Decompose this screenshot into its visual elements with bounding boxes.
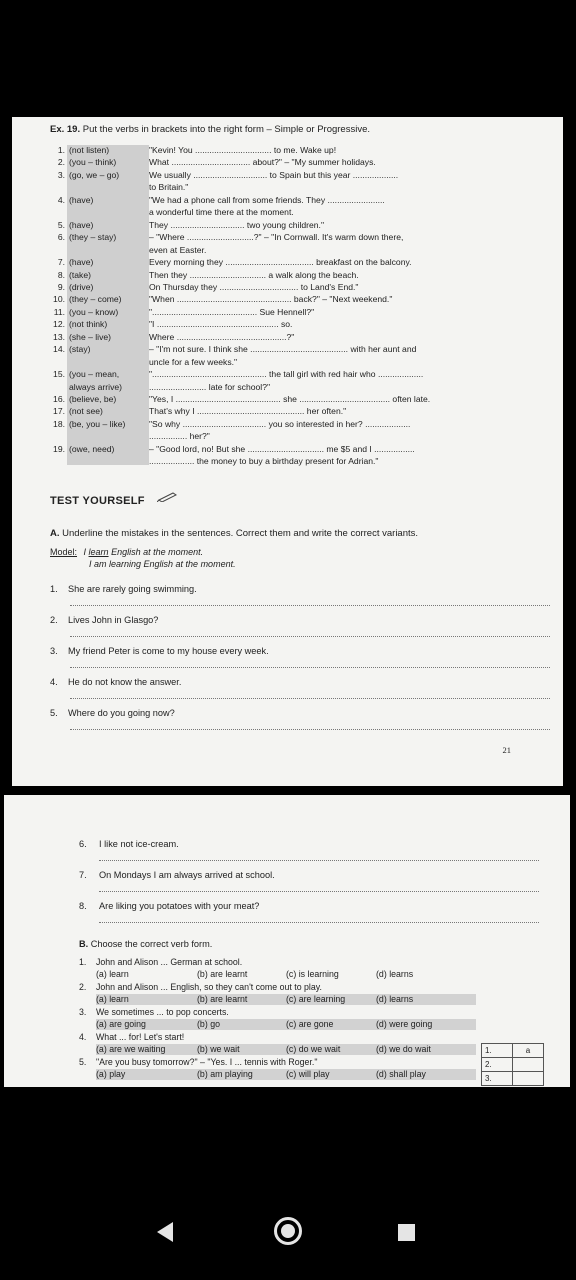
textbook-page-22: [4, 795, 570, 1087]
item-sentence: – "I'm not sure. I think she ......................................... with her aunt and: [149, 344, 417, 355]
exercise-header: [50, 124, 370, 135]
item-verb: (you – mean,: [69, 369, 120, 380]
task-a-question: [50, 646, 269, 656]
item-verb: (she – live): [69, 331, 112, 342]
question-text: Lives John in Glasgo?: [68, 615, 159, 625]
answer-value[interactable]: a: [513, 1044, 544, 1058]
model-line1-pre: I: [83, 547, 89, 557]
exercise-item: [50, 318, 292, 330]
item-number: 18.: [53, 418, 65, 429]
answer-number: 3.: [482, 1072, 513, 1086]
task-b-instruction: [79, 939, 212, 949]
exercise-item: [50, 331, 294, 343]
mc-question: [79, 1057, 317, 1069]
recent-apps-icon[interactable]: [398, 1224, 415, 1241]
item-verb: (drive): [69, 281, 94, 292]
mc-option[interactable]: (c) is learning: [286, 969, 339, 979]
item-verb: (take): [69, 269, 91, 280]
mc-number: 4.: [79, 1032, 87, 1042]
answer-value[interactable]: [513, 1072, 544, 1086]
question-text: She are rarely going swimming.: [68, 584, 197, 594]
item-number: 17.: [53, 406, 65, 417]
exercise-item: [50, 381, 270, 393]
answer-table: [481, 1043, 544, 1086]
question-text: Where do you going now?: [68, 708, 175, 718]
exercise-item: [50, 156, 376, 168]
item-number: 1.: [57, 145, 65, 155]
item-verb: (stay): [69, 344, 91, 355]
item-sentence: Then they ................................ a walk along the beach.: [149, 269, 359, 280]
mc-option[interactable]: (d) learns: [376, 969, 414, 979]
item-number: 14.: [53, 344, 65, 355]
item-sentence: "Kevin! You ................................ to me. Wake up!: [149, 145, 337, 155]
item-verb: (you – think): [69, 157, 117, 168]
mc-stem: John and Alison ... English, so they can't come out to play.: [96, 982, 322, 992]
item-sentence: Every morning they ..................................... breakfast on the balcony.: [149, 257, 412, 268]
answer-number: 1.: [482, 1044, 513, 1058]
mc-number: 2.: [79, 982, 87, 992]
answer-value[interactable]: [513, 1058, 544, 1072]
textbook-page-21: [12, 117, 563, 786]
question-number: 8.: [79, 901, 87, 911]
model-line2: I am learning English at the moment.: [89, 559, 236, 569]
mc-number: 5.: [79, 1057, 87, 1067]
item-sentence: Where ..............................................?": [149, 331, 295, 342]
task-a-question: [50, 615, 158, 625]
item-number: 3.: [57, 169, 65, 180]
answer-line[interactable]: [70, 636, 550, 637]
item-verb: (have): [69, 194, 94, 205]
exercise-item: [50, 306, 314, 318]
exercise-item: [50, 430, 210, 442]
item-sentence: ................ her?": [149, 431, 210, 442]
item-sentence: "Yes, I ............................................ she ...................................... often late.: [149, 394, 431, 404]
item-verb: (owe, need): [69, 443, 115, 454]
item-sentence: They ............................... two young children.": [149, 219, 324, 230]
answer-table-row: [482, 1072, 544, 1086]
exercise-item: [50, 256, 412, 268]
exercise-item: [50, 293, 392, 305]
mc-question: [79, 1032, 184, 1044]
question-number: 4.: [50, 677, 58, 687]
item-number: 11.: [53, 306, 65, 317]
answer-line[interactable]: [99, 891, 539, 892]
exercise-item: [50, 269, 359, 281]
home-icon[interactable]: [274, 1217, 302, 1245]
item-sentence: ........................ late for school?": [149, 381, 271, 392]
mc-option[interactable]: (b) am playing: [197, 1069, 253, 1079]
item-sentence: ................... the money to buy a birthday present for Adrian.": [149, 456, 379, 467]
model-mistake: learn: [88, 547, 109, 557]
item-verb: (you – know): [69, 306, 119, 317]
mc-number: 3.: [79, 1007, 87, 1017]
item-sentence: On Thursday they ................................. to Land's End.": [149, 281, 359, 292]
answer-number: 2.: [482, 1058, 513, 1072]
item-number: 13.: [53, 331, 65, 342]
mc-option[interactable]: (d) were going: [376, 1019, 433, 1029]
task-a-instruction: [50, 528, 418, 539]
item-verb: (not think): [69, 319, 108, 330]
item-number: 2.: [57, 157, 65, 168]
item-verb: (believe, be): [69, 394, 117, 404]
exercise-item: [50, 418, 410, 430]
model-example: [50, 546, 236, 570]
mc-option[interactable]: (d) we do wait: [376, 1044, 431, 1054]
exercise-item: [50, 455, 378, 467]
question-text: He do not know the answer.: [68, 677, 182, 687]
task-a-question: [50, 584, 197, 594]
item-sentence: even at Easter.: [149, 244, 207, 255]
item-number: 10.: [53, 294, 65, 305]
task-a-question: [50, 708, 175, 718]
mc-stem: John and Alison ... German at school.: [96, 957, 243, 967]
task-a-question: [50, 677, 181, 687]
mc-option[interactable]: (a) play: [96, 1069, 126, 1079]
item-sentence: to Britain.": [149, 182, 189, 193]
item-number: 19.: [53, 443, 65, 454]
item-sentence: "............................................ Sue Hennell?": [149, 306, 315, 317]
exercise-item: [50, 181, 188, 193]
exercise-item: [50, 169, 398, 181]
exercise-item: [50, 281, 358, 293]
item-number: 16.: [53, 394, 65, 404]
exercise-item: [50, 393, 430, 405]
page-number: 21: [502, 745, 511, 755]
task-a-question: [79, 901, 259, 911]
question-text: Are liking you potatoes with your meat?: [99, 901, 260, 911]
item-number: 8.: [57, 269, 65, 280]
question-number: 7.: [79, 870, 87, 880]
item-number: 6.: [57, 232, 65, 243]
answer-line[interactable]: [70, 667, 550, 668]
item-verb: (have): [69, 257, 94, 268]
mc-option[interactable]: (a) learn: [96, 994, 129, 1004]
mc-option[interactable]: (b) go: [197, 1019, 220, 1029]
item-sentence: We usually ............................... to Spain but this year ...................: [149, 169, 399, 180]
task-b-letter: B.: [79, 939, 89, 949]
back-icon[interactable]: [157, 1222, 173, 1242]
item-verb: (they – come): [69, 294, 122, 305]
exercise-item: [50, 405, 346, 417]
item-sentence: That's why I ............................................. her often.": [149, 406, 347, 417]
answer-line[interactable]: [70, 605, 550, 606]
question-text: My friend Peter is come to my house every week.: [68, 646, 269, 656]
mc-number: 1.: [79, 957, 87, 967]
item-number: 9.: [57, 281, 65, 292]
mc-stem: What ... for! Let's start!: [96, 1032, 185, 1042]
exercise-item: [50, 356, 237, 368]
task-a-question: [79, 839, 179, 849]
model-label: Model:: [50, 547, 78, 557]
exercise-item: [50, 368, 423, 380]
item-sentence: uncle for a few weeks.": [149, 356, 238, 367]
item-number: 7.: [57, 257, 65, 268]
mc-option[interactable]: (d) shall play: [376, 1069, 426, 1079]
mc-option[interactable]: (a) are going: [96, 1019, 146, 1029]
exercise-number: Ex. 19.: [50, 124, 81, 135]
item-verb: (be, you – like): [69, 418, 126, 429]
item-verb: (not listen): [69, 145, 110, 155]
exercise-item: [50, 194, 385, 206]
model-line1-post: English at the moment.: [108, 547, 204, 557]
task-b-text: Choose the correct verb form.: [90, 939, 213, 949]
item-sentence: "I ................................................... so.: [149, 319, 293, 330]
pencil-icon: [157, 492, 179, 502]
exercise-item: [50, 443, 415, 455]
answer-line[interactable]: [70, 729, 550, 730]
answer-line[interactable]: [70, 698, 550, 699]
item-sentence: "................................................ the tall girl with red hair who ...................: [149, 369, 424, 380]
mc-question: [79, 982, 322, 994]
question-text: I like not ice-cream.: [99, 839, 179, 849]
item-sentence: a wonderful time there at the moment.: [149, 207, 294, 218]
item-sentence: "When ................................................ back?" – "Next weekend.": [149, 294, 393, 305]
mc-stem: We sometimes ... to pop concerts.: [96, 1007, 229, 1017]
answer-table-row: [482, 1058, 544, 1072]
item-verb: (go, we – go): [69, 169, 120, 180]
item-verb: (they – stay): [69, 232, 117, 243]
question-number: 3.: [50, 646, 58, 656]
mc-option[interactable]: (b) are learnt: [197, 994, 248, 1004]
mc-option[interactable]: (a) learn: [96, 969, 129, 979]
exercise-item: [50, 244, 206, 256]
exercise-item: [50, 219, 324, 231]
item-sentence: "So why ................................... you so interested in her? ...................: [149, 418, 411, 429]
item-number: 12.: [53, 319, 65, 330]
mc-option[interactable]: (c) are gone: [286, 1019, 334, 1029]
mc-option[interactable]: (c) are learning: [286, 994, 346, 1004]
mc-option[interactable]: (b) we wait: [197, 1044, 240, 1054]
mc-option[interactable]: (d) learns: [376, 994, 414, 1004]
task-a-text: Underline the mistakes in the sentences. Correct them and write the correct variants.: [62, 528, 419, 539]
answer-line[interactable]: [99, 922, 539, 923]
exercise-item: [50, 144, 336, 156]
mc-question: [79, 1007, 229, 1019]
item-number: 4.: [57, 194, 65, 205]
item-number: 5.: [57, 219, 65, 230]
exercise-instruction: Put the verbs in brackets into the right form – Simple or Progressive.: [82, 124, 370, 135]
test-yourself-title: TEST YOURSELF: [50, 495, 145, 507]
item-verb: (have): [69, 219, 94, 230]
exercise-item: [50, 343, 416, 355]
mc-option[interactable]: (c) do we wait: [286, 1044, 341, 1054]
item-verb: (not see): [69, 406, 103, 417]
mc-question: [79, 957, 242, 969]
mc-option[interactable]: (c) will play: [286, 1069, 330, 1079]
question-number: 6.: [79, 839, 87, 849]
task-a-letter: A.: [50, 528, 60, 539]
question-number: 2.: [50, 615, 58, 625]
task-a-question: [79, 870, 275, 880]
item-verb: always arrive): [69, 381, 123, 392]
question-number: 5.: [50, 708, 58, 718]
item-sentence: What ................................. about?" – "My summer holidays.: [149, 157, 376, 168]
exercise-item: [50, 206, 294, 218]
exercise-item: [50, 231, 403, 243]
mc-stem: "Are you busy tomorrow?" – "Yes. I ... tennis with Roger.": [96, 1057, 318, 1067]
answer-table-row: [482, 1044, 544, 1058]
mc-option[interactable]: (b) are learnt: [197, 969, 248, 979]
item-sentence: – "Good lord, no! But she ................................ me $5 and I .................: [149, 443, 415, 454]
answer-line[interactable]: [99, 860, 539, 861]
question-text: On Mondays I am always arrived at school.: [99, 870, 275, 880]
mc-option[interactable]: (a) are we waiting: [96, 1044, 166, 1054]
item-sentence: "We had a phone call from some friends. They ........................: [149, 194, 385, 205]
item-number: 15.: [53, 369, 65, 380]
item-sentence: – "Where ............................?" – "In Cornwall. It's warm down there,: [149, 232, 404, 243]
question-number: 1.: [50, 584, 58, 594]
